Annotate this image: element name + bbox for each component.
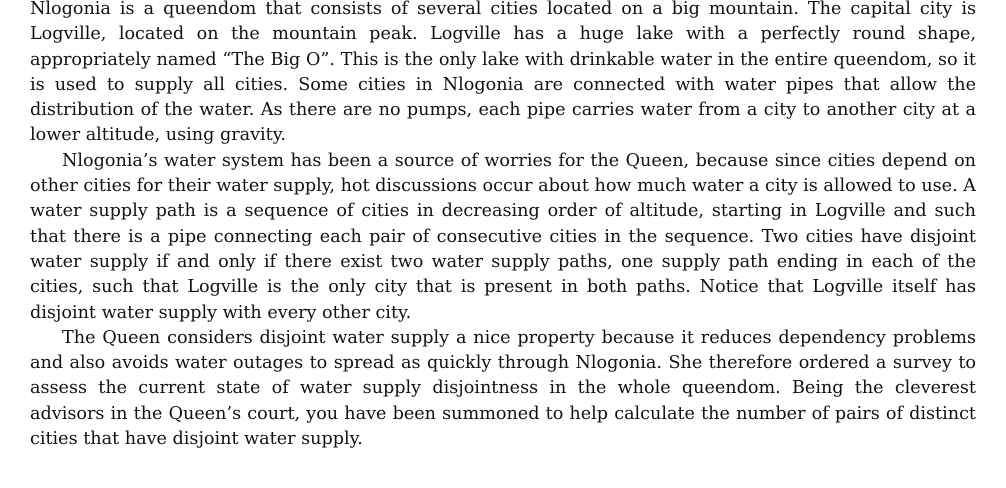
paragraph-queen-survey: The Queen considers disjoint water supply a nice property because it reduces dependency problems and also avoids water outages to spread as quickly through Nlogonia. She therefore ordered a survey to assess the current state of water supply disjointness in the whole queendom. Being the cleverest advisors in the Queen’s court, you have been summoned to help calculate the number of pairs of distinct cities that have disjoint water supply. bbox=[30, 327, 976, 450]
problem-statement bbox=[30, 0, 976, 452]
paragraph-intro: Nlogonia is a queendom that consists of several cities located on a big mountain. The capital city is Logville, located on the mountain peak. Logville has a huge lake with a perfectly round shape, appropriately named “The Big O”. This is the only lake with drinkable water in the entire queendom, so it is used to supply all cities. Some cities in Nlogonia are connected with water pipes that allow the distribution of the water. As there are no pumps, each pipe carries water from a city to another city at a lower altitude, using gravity. bbox=[30, 0, 976, 146]
paragraph-water-system: Nlogonia’s water system has been a source of worries for the Queen, because since cities depend on other cities for their water supply, hot discussions occur about how much water a city is allowed to use. A water supply path is a sequence of cities in decreasing order of altitude, starting in Logville and such that there is a pipe connecting each pair of consecutive cities in the sequence. Two cities have disjoint water supply if and only if there exist two water supply paths, one supply path ending in each of the cities, such that Logville is the only city that is present in both paths. Notice that Logville itself has disjoint water supply with every other city. bbox=[30, 150, 976, 323]
